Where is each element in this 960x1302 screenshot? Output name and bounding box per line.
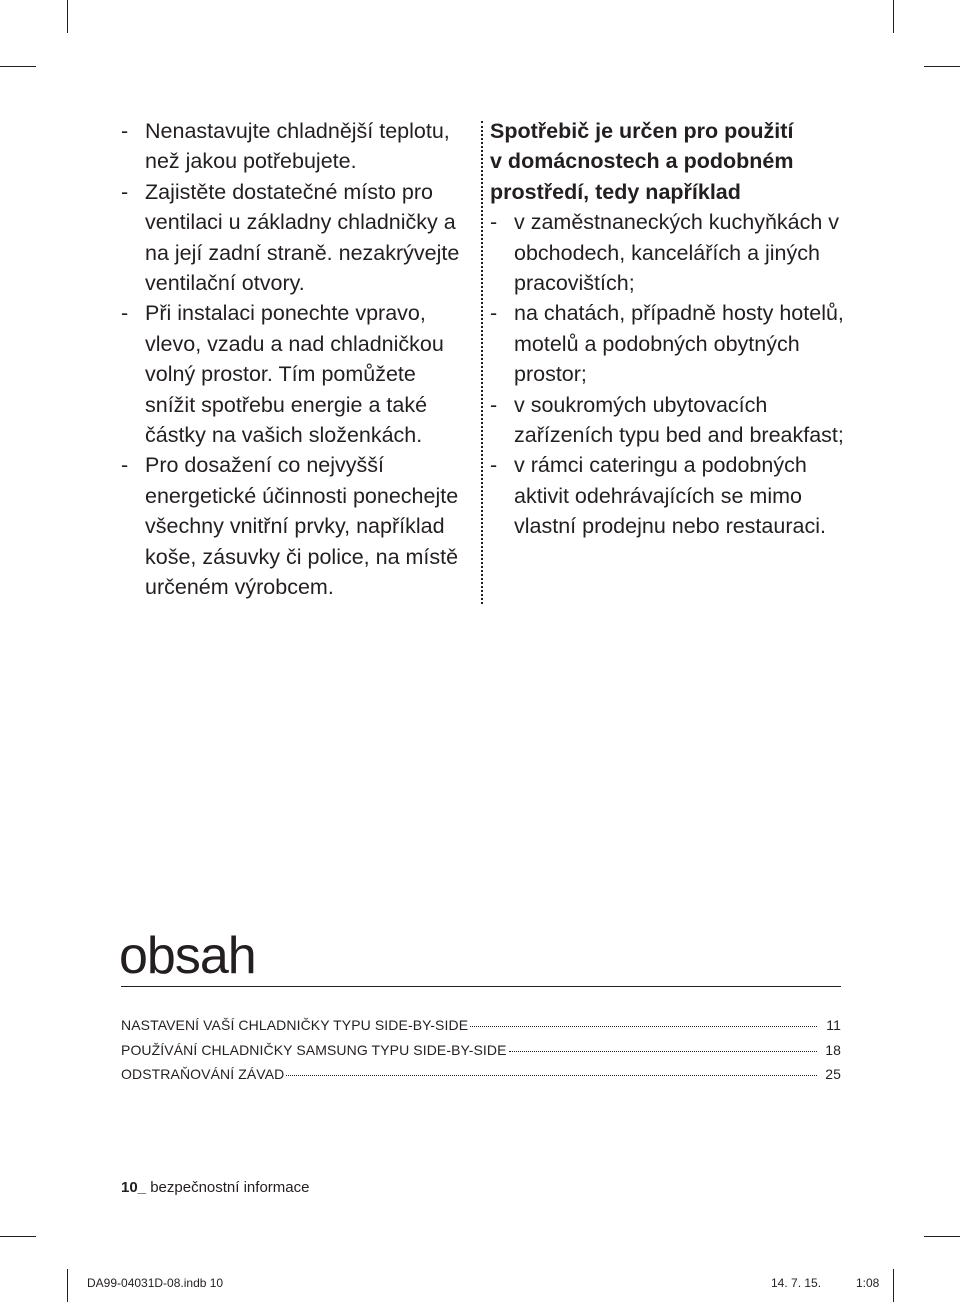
- list-item: [121, 116, 466, 177]
- toc-entry-page: 18: [825, 1042, 841, 1058]
- bullet-dash: -: [490, 392, 498, 417]
- crop-mark: [67, 1269, 68, 1302]
- toc-entry-label: NASTAVENÍ VAŠÍ CHLADNIČKY TYPU SIDE-BY-SIDE: [121, 1017, 469, 1033]
- bullet-dash: -: [121, 301, 129, 326]
- crop-mark: [924, 66, 960, 67]
- list-item: [121, 450, 466, 602]
- crop-mark: [0, 1236, 36, 1237]
- toc-entry[interactable]: [121, 1039, 841, 1061]
- bullet-dash: -: [121, 179, 129, 204]
- list-item: [490, 450, 850, 541]
- page-footer: [121, 1178, 309, 1198]
- bullet-dash: -: [490, 210, 498, 235]
- list-item: [121, 298, 466, 450]
- toc-rule: [121, 986, 841, 987]
- heading-line: prostředí, tedy například: [490, 179, 741, 204]
- list-item-text: v soukromých ubytovacích zařízeních typu bed and breakfast;: [514, 392, 844, 448]
- list-item-text: na chatách, případně hosty hotelů, motelů a podobných obytných prostor;: [514, 301, 844, 387]
- toc-entry[interactable]: [121, 1063, 841, 1085]
- heading-line: Spotřebič je určen pro použití: [490, 119, 794, 143]
- crop-mark: [924, 1236, 960, 1237]
- toc-leader: [286, 1075, 817, 1076]
- toc-entry[interactable]: [121, 1014, 841, 1036]
- column-divider: [481, 121, 483, 604]
- toc-leader: [470, 1026, 817, 1027]
- crop-mark: [0, 66, 36, 67]
- bullet-dash: -: [121, 119, 129, 143]
- list-item-text: Nenastavujte chladnější teplotu, než jakou potřebujete.: [145, 119, 450, 174]
- bullet-dash: -: [490, 301, 498, 326]
- toc-entry-label: ODSTRAŇOVÁNÍ ZÁVAD: [121, 1066, 285, 1082]
- crop-mark: [893, 1269, 894, 1302]
- toc-title: obsah: [119, 927, 256, 985]
- crop-mark: [893, 0, 894, 33]
- list-item-text: Při instalaci ponechte vpravo, vlevo, vzadu a nad chladničkou volný prostor. Tím pomůžete snížit spotřebu energie a také částky na vašich složenkách.: [145, 301, 444, 448]
- heading-line: v domácnostech a podobném: [490, 149, 794, 174]
- page-number: 10_: [121, 1179, 147, 1196]
- right-column: [490, 116, 850, 542]
- toc-entry-page: 11: [826, 1017, 841, 1033]
- slug-file: DA99-04031D-08.indb 10: [87, 1276, 224, 1290]
- section-heading: [490, 116, 850, 207]
- footer-section: bezpečnostní informace: [150, 1179, 310, 1196]
- crop-mark: [67, 0, 68, 33]
- slug-date: 14. 7. 15.: [771, 1276, 822, 1290]
- slug-time: 1:08: [856, 1276, 880, 1290]
- bullet-dash: -: [121, 453, 129, 478]
- toc-leader: [509, 1051, 817, 1052]
- list-item: [490, 298, 850, 389]
- list-item-text: v zaměstnaneckých kuchyňkách v obchodech, kancelářích a jiných pracovištích;: [514, 210, 840, 296]
- list-item-text: v rámci cateringu a podobných aktivit odehrávajících se mimo vlastní prodejnu nebo restauraci.: [514, 453, 826, 539]
- list-item: [490, 207, 850, 298]
- list-item: [121, 177, 466, 299]
- bullet-dash: -: [490, 453, 498, 478]
- list-item: [490, 390, 850, 451]
- list-item-text: Zajistěte dostatečné místo pro ventilaci u základny chladničky a na její zadní straně. nezakrývejte ventilační otvory.: [145, 179, 460, 296]
- toc-entry-label: POUŽÍVÁNÍ CHLADNIČKY SAMSUNG TYPU SIDE-BY-SIDE: [121, 1042, 507, 1058]
- toc-entry-page: 25: [825, 1066, 841, 1082]
- left-column: [121, 116, 466, 603]
- list-item-text: Pro dosažení co nejvyšší energetické účinnosti ponechejte všechny vnitřní prvky, například koše, zásuvky či police, na místě určeném výrobcem.: [145, 453, 459, 600]
